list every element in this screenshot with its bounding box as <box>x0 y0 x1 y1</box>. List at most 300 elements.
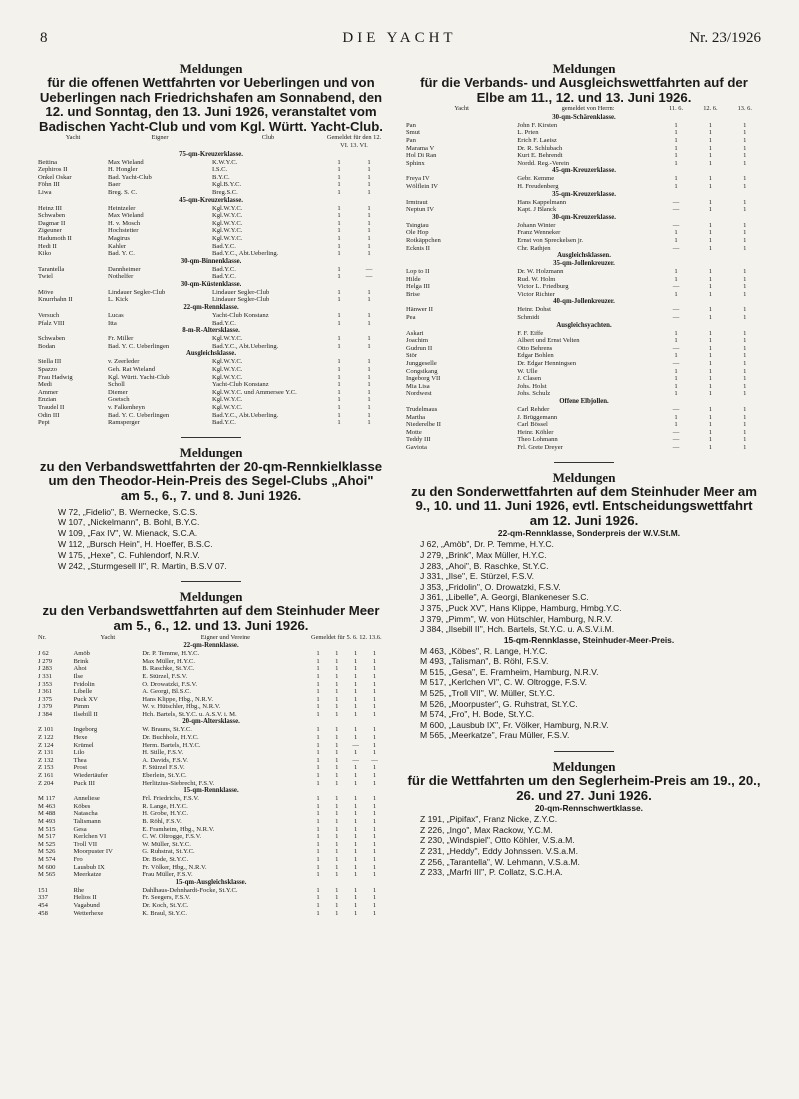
table-cell: 1 <box>743 236 747 244</box>
table-cell: Martha <box>406 413 426 421</box>
list-item: J 379, „Pimm", W. von Hütschler, Hamburg, N.R.V. <box>420 613 613 624</box>
table-cell: Medi <box>38 381 52 389</box>
table-cell: 1 <box>337 342 341 350</box>
table-cell: 1 <box>354 772 358 780</box>
table-cell: 1 <box>708 175 713 183</box>
table-cell: 1 <box>335 886 339 894</box>
table-cell: W. Müller, St.Y.C. <box>142 840 191 848</box>
table-cell: Amöb <box>73 650 90 658</box>
table-cell: Diemer <box>108 388 128 396</box>
table-row <box>38 174 384 182</box>
table-cell: J 361 <box>38 688 53 696</box>
list-item: J 62, „Amöb", Dr. P. Temme, H.Y.C. <box>420 539 554 550</box>
class-heading-row <box>38 281 384 289</box>
table-row <box>38 688 384 696</box>
table-cell: Liwa <box>38 188 52 196</box>
table-cell: 1 <box>372 810 377 818</box>
table-cell: M 117 <box>38 795 56 803</box>
table-cell: Bad.Y.C. <box>212 319 236 327</box>
table-cell: 1 <box>372 825 377 833</box>
col-d1: 11. 6. <box>668 105 684 113</box>
table-cell: 1 <box>367 319 371 327</box>
table-cell: 1 <box>708 283 713 291</box>
table-cell: Puck XV <box>73 695 98 703</box>
table-cell: 1 <box>316 795 320 803</box>
list-item: M 493, „Talisman", B. Röhl, F.S.V. <box>420 656 549 667</box>
table-cell: 1 <box>337 388 341 396</box>
table-cell: Köbes <box>73 802 91 810</box>
table-cell: Hadumoth II <box>38 234 72 242</box>
table-row <box>406 283 762 291</box>
table-cell: 1 <box>337 219 341 227</box>
class-heading: Ausgleichsyachten. <box>556 321 612 329</box>
section-subtitle: für die offenen Wettfahrten vor Ueberlingen und von Ueberlingen nach Friedrichshafen am Sonnabend, den 12. und Sonntag, den 13. Juni 1926, veranstaltet vom Badischen Yacht-Club und vom Kgl. Württ. Yacht-Club. <box>39 75 383 134</box>
class-heading: 20-qm-Altersklasse. <box>182 718 240 726</box>
list-item: Z 226, „Ingo", Max Rackow, Y.C.M. <box>420 824 553 835</box>
table-row <box>38 243 384 251</box>
table-cell: 1 <box>674 236 678 244</box>
table-cell: 1 <box>674 152 678 160</box>
table-cell: 1 <box>372 650 377 658</box>
table-cell: 1 <box>316 710 320 718</box>
list-item: J 375, „Puck XV", Hans Klippe, Hamburg, Hmbg.Y.C. <box>420 602 622 613</box>
table-cell: F. Stürzel F.S.V. <box>142 764 185 772</box>
table-cell: Hochstetter <box>108 227 139 235</box>
table-cell: 1 <box>743 159 747 167</box>
table-row <box>406 291 762 299</box>
table-cell: Lop to II <box>406 268 430 276</box>
table-cell: 1 <box>337 373 341 381</box>
table-cell: 337 <box>38 894 48 902</box>
table-cell: Rhe <box>73 886 85 894</box>
table-cell: 1 <box>354 657 358 665</box>
table-cell: 1 <box>743 221 747 229</box>
table-cell: 1 <box>743 182 747 190</box>
table-cell: 1 <box>367 296 371 304</box>
table-row <box>406 306 762 314</box>
table-cell: 1 <box>372 802 377 810</box>
table-cell: Dr. R. Schlubach <box>517 144 563 152</box>
list-item: W 242, „Sturmgesell II", R. Martin, B.S.V 07. <box>58 560 227 571</box>
table-row <box>38 703 384 711</box>
table-cell: 1 <box>743 367 747 375</box>
table-row <box>406 337 762 345</box>
col-dates: Gemeldet für den 12. VI. 13. VI. <box>326 134 382 149</box>
table-cell: 1 <box>372 818 377 825</box>
table-cell: 1 <box>335 871 339 879</box>
table-cell: Victor L. Friedburg <box>517 283 569 291</box>
table-cell: 1 <box>367 158 371 166</box>
section-title: Meldungen <box>179 589 243 605</box>
table-cell: Dagmar II <box>38 219 66 227</box>
table-cell: 1 <box>708 121 713 129</box>
table-cell: 1 <box>335 848 339 856</box>
table-cell: Dr. P. Temme, H.Y.C. <box>142 650 200 658</box>
table-cell: 1 <box>316 665 320 673</box>
table-cell: 1 <box>316 909 320 917</box>
table-row <box>38 764 384 772</box>
table-cell: — <box>672 360 680 368</box>
table-cell: Föhn III <box>38 181 60 189</box>
table-cell: 1 <box>708 244 713 252</box>
table-cell: Puck III <box>73 779 95 787</box>
list-item: M 574, „Fro", H. Bode, St.Y.C. <box>420 709 535 720</box>
list-item: Z 256, „Tarantella", W. Lehmann, V.S.a.M. <box>420 856 580 867</box>
table-cell: 1 <box>674 352 678 360</box>
table-cell: 1 <box>337 381 341 389</box>
table-cell: 1 <box>316 772 320 780</box>
table-cell: Dr. Buchholz, H.Y.C. <box>142 734 199 742</box>
table-cell: Dr. Edgar Henningsen <box>517 360 577 368</box>
table-cell: 1 <box>708 182 713 190</box>
table-cell: 1 <box>367 166 371 174</box>
table-cell: 1 <box>708 337 713 345</box>
table-cell: 1 <box>316 894 320 902</box>
table-cell: 1 <box>674 182 678 190</box>
class-heading-row <box>38 879 384 887</box>
table-cell: 1 <box>337 250 341 258</box>
table-cell: Victor Richter <box>517 290 555 298</box>
table-cell: Herlitzius-Siebrecht, F.S.V. <box>142 779 215 787</box>
table-cell: 1 <box>316 863 320 871</box>
table-cell: Fro <box>73 855 83 863</box>
page-header <box>0 30 799 52</box>
table-cell: 1 <box>743 360 747 368</box>
table-cell: 1 <box>372 688 377 696</box>
table-cell: Kgl. Württ. Yacht-Club <box>108 373 170 381</box>
table-cell: Z 204 <box>38 779 54 787</box>
table-cell: 1 <box>708 206 713 214</box>
table-cell: Z 122 <box>38 734 54 742</box>
table-cell: 1 <box>743 421 747 429</box>
table-row <box>38 312 384 320</box>
table-cell: Brise <box>406 290 420 298</box>
class-heading-row <box>406 114 762 122</box>
class-heading-row <box>38 350 384 358</box>
class-heading-row <box>38 718 384 726</box>
table-cell: Fridolin <box>73 680 95 688</box>
class-heading: 40-qm-Jollenkreuzer. <box>553 298 615 306</box>
class-heading-row <box>38 151 384 159</box>
table-cell: Bad.Y.C., Abt.Ueberling. <box>212 250 279 258</box>
table-row <box>406 414 762 422</box>
table-cell: 1 <box>354 901 358 909</box>
table-cell: 1 <box>316 810 320 818</box>
table-row <box>38 250 384 258</box>
table-cell: J. Clasen <box>517 375 542 383</box>
table-cell: 1 <box>337 158 341 166</box>
table-cell: 1 <box>354 863 358 871</box>
table-cell: 1 <box>337 181 341 189</box>
table-cell: Hch. Bartels, St.Y.C. u. A.S.V. i. M. <box>142 710 237 718</box>
table-cell: Yacht-Club Konstanz <box>212 312 269 320</box>
col-d3: 13. 6. <box>737 105 752 113</box>
table-cell: Spazzo <box>38 366 58 374</box>
elbe-section <box>406 62 762 452</box>
table-cell: Zigeuner <box>38 227 62 235</box>
section-title: Meldungen <box>552 759 616 775</box>
table-row <box>38 841 384 849</box>
list-item: M 517, „Kerlchen VI", C. W. Oltrogge, F.S.V. <box>420 677 588 688</box>
table-cell: Bad. Y. C. <box>108 250 135 258</box>
table-cell: Lindauer Segler-Club <box>212 296 270 304</box>
table-cell: 1 <box>316 741 320 749</box>
steinhuder-table <box>38 634 384 918</box>
table-cell: 1 <box>743 136 747 144</box>
table-cell: 1 <box>708 144 713 152</box>
table-cell: Trudelmaus <box>406 406 438 413</box>
class-heading: 22-qm-Rennklasse, Sonderpreis der W.V.St.M. <box>497 528 681 539</box>
class-heading: 15-qm-Rennklasse, Steinhuder-Meer-Preis. <box>503 634 675 645</box>
ahoi-section <box>38 446 384 572</box>
table-cell: Johann Winter <box>517 221 556 229</box>
table-cell: 1 <box>316 840 320 848</box>
table-cell: 1 <box>708 221 713 229</box>
table-row <box>406 436 762 444</box>
table-cell: 1 <box>354 726 358 734</box>
section-title: Meldungen <box>179 61 243 76</box>
list-item: W 109, „Fax IV", W. Mienack, S.C.A. <box>58 528 198 539</box>
table-cell: 1 <box>316 703 320 711</box>
table-cell: Hol Di Ran <box>406 152 437 160</box>
table-cell: 1 <box>674 329 678 337</box>
table-cell: 1 <box>316 695 320 703</box>
table-cell: Pan <box>406 136 416 144</box>
elbe-table <box>406 105 762 451</box>
list-item: J 331, „Ilse", E. Stürzel, F.S.V. <box>420 571 535 582</box>
table-cell: Kgl.B.Y.C. <box>212 181 242 189</box>
table-cell: 1 <box>674 413 678 421</box>
table-cell: Möve <box>38 288 54 296</box>
table-cell: 1 <box>335 818 339 825</box>
table-cell: Kgl.W.Y.C. <box>212 396 243 404</box>
table-row <box>406 183 762 191</box>
table-cell: 1 <box>354 848 358 856</box>
table-cell: — <box>352 741 359 749</box>
class-heading-row <box>406 252 762 260</box>
table-cell: Z 132 <box>38 756 54 764</box>
table-row <box>38 650 384 658</box>
table-cell: 454 <box>38 901 48 909</box>
table-row <box>38 235 384 243</box>
table-cell: Geh. Rat Wieland <box>108 366 156 374</box>
table-row <box>38 220 384 228</box>
table-cell: 1 <box>354 840 358 848</box>
table-cell: Frau Hadwig <box>38 373 73 381</box>
table-row <box>38 696 384 704</box>
table-cell: 1 <box>708 367 713 375</box>
class-heading-row <box>406 167 762 175</box>
table-cell: 1 <box>372 665 377 673</box>
table-cell: H. Hongler <box>108 166 138 174</box>
table-cell: 1 <box>335 810 339 818</box>
table-cell: 1 <box>354 650 358 658</box>
table-cell: 1 <box>354 825 358 833</box>
table-cell: Dr. Koch, St.Y.C. <box>142 901 189 909</box>
table-cell: 1 <box>335 756 339 764</box>
table-cell: 1 <box>316 764 320 772</box>
table-row <box>406 330 762 338</box>
table-row <box>406 390 762 398</box>
table-cell: 1 <box>367 288 371 296</box>
table-row <box>38 396 384 404</box>
table-cell: Natascha <box>73 810 98 818</box>
table-cell: H. Grobe, H.Y.C. <box>142 810 189 818</box>
table-cell: 1 <box>743 406 747 413</box>
table-cell: 1 <box>708 229 713 237</box>
table-cell: — <box>371 756 378 764</box>
table-cell: Kgl.W.Y.C. <box>212 335 243 343</box>
seglerheim-rows <box>416 814 762 878</box>
table-row <box>38 205 384 213</box>
table-cell: 1 <box>337 411 341 419</box>
list-item: J 283, „Ahoi", B. Raschke, St.Y.C. <box>420 560 549 571</box>
table-cell: 1 <box>674 421 678 429</box>
table-cell: Breg. S. C. <box>108 188 138 196</box>
table-cell: 1 <box>337 265 341 273</box>
table-cell: Kgl.W.Y.C. <box>212 227 243 235</box>
table-cell: 1 <box>708 421 713 429</box>
table-cell: Vagabund <box>73 901 100 909</box>
issue-number: Nr. 23/1926 <box>689 30 761 46</box>
table-cell: 1 <box>372 894 377 902</box>
table-cell: Heinr. Köhler <box>517 428 554 436</box>
table-cell: 1 <box>335 741 339 749</box>
class-heading-row <box>406 322 762 330</box>
table-cell: 1 <box>367 204 371 212</box>
table-cell: Kgl.W.Y.C. <box>212 373 243 381</box>
table-cell: 1 <box>708 306 713 314</box>
table-cell: 1 <box>367 242 371 250</box>
table-cell: 1 <box>337 166 341 174</box>
table-cell: Kgl.W.Y.C. <box>212 219 243 227</box>
table-cell: 1 <box>335 710 339 718</box>
table-cell: Fr. Völker, Hbg., N.R.V. <box>142 863 207 871</box>
table-cell: Ingeborg VII <box>406 375 441 383</box>
table-cell: Franz Wenneker <box>517 229 561 237</box>
table-cell: 1 <box>367 212 371 220</box>
table-cell: Gaviota <box>406 443 427 451</box>
table-cell: Talismann <box>73 818 101 825</box>
table-cell: 1 <box>708 275 713 283</box>
table-cell: 1 <box>743 436 747 444</box>
class-heading-row <box>406 191 762 199</box>
class-heading: 15-qm-Rennklasse. <box>183 787 239 795</box>
table-cell: Carl Rehder <box>517 406 550 413</box>
table-cell: 1 <box>708 159 713 167</box>
table-cell: — <box>672 436 680 444</box>
table-cell: 1 <box>708 290 713 298</box>
table-cell: Onkel Oskar <box>38 173 72 181</box>
table-cell: 1 <box>335 833 339 841</box>
table-cell: 1 <box>316 886 320 894</box>
table-cell: Lucas <box>108 312 124 320</box>
class-heading-row <box>406 298 762 306</box>
table-cell: 1 <box>354 688 358 696</box>
table-cell: Teddy III <box>406 436 431 444</box>
table-cell: 1 <box>316 734 320 742</box>
table-cell: 1 <box>372 901 377 909</box>
table-cell: Irmtraut <box>406 198 428 206</box>
table-cell: 1 <box>316 657 320 665</box>
table-cell: Lindauer Segler-Club <box>212 288 270 296</box>
section-title: Meldungen <box>552 61 616 76</box>
table-cell: 1 <box>674 382 678 390</box>
list-item: M 463, „Köbes", R. Lange, H.Y.C. <box>420 645 548 656</box>
table-cell: Ramsperger <box>108 419 140 427</box>
class-heading-row <box>38 197 384 205</box>
table-cell: Z 161 <box>38 772 54 780</box>
table-cell: M 517 <box>38 833 56 841</box>
table-cell: — <box>672 406 680 413</box>
class-heading-row <box>38 327 384 335</box>
table-cell: 1 <box>335 726 339 734</box>
table-row <box>38 381 384 389</box>
table-cell: 1 <box>316 802 320 810</box>
table-cell: 1 <box>354 672 358 680</box>
table-cell: — <box>672 198 680 206</box>
table-cell: A. Davids, F.S.V. <box>142 756 188 764</box>
table-row <box>406 222 762 230</box>
table-row <box>38 212 384 220</box>
table-cell: 1 <box>674 268 678 276</box>
class-heading-row <box>406 398 762 406</box>
class-heading-row <box>38 642 384 650</box>
table-cell: Rud. W. Holm <box>517 275 556 283</box>
table-cell: 1 <box>354 802 358 810</box>
table-cell: 1 <box>367 188 371 196</box>
table-cell: 1 <box>372 833 377 841</box>
table-cell: J. Brüggemann <box>517 413 558 421</box>
table-cell: Lausbub IX <box>73 863 105 871</box>
table-cell: Odin III <box>38 411 60 419</box>
class-heading: 15-qm-Ausgleichsklasse. <box>175 878 247 886</box>
class-heading: 30-qm-Kreuzerklasse. <box>552 213 616 221</box>
table-row <box>38 374 384 382</box>
list-item: J 279, „Brink", Max Müller, H.Y.C. <box>420 549 547 560</box>
table-cell: 1 <box>335 680 339 688</box>
table-cell: B.Y.C. <box>212 173 230 181</box>
table-cell: 1 <box>354 810 358 818</box>
table-cell: 1 <box>743 206 747 214</box>
table-cell: Max Müller, H.Y.C. <box>142 657 195 665</box>
table-row <box>406 137 762 145</box>
class-heading: Ausgleichsklassen. <box>557 252 611 260</box>
table-cell: 1 <box>316 650 320 658</box>
ahoi-list <box>38 507 384 572</box>
table-row <box>38 166 384 174</box>
table-cell: Brink <box>73 657 89 665</box>
table-cell: Pan <box>406 121 416 129</box>
list-item: J 353, „Fridolin", O. Drowatzki, F.S.V. <box>420 581 561 592</box>
table-cell: 1 <box>367 342 371 350</box>
col-d2: 12. 6. <box>703 105 718 113</box>
table-cell: 1 <box>337 212 341 220</box>
table-cell: 1 <box>743 275 747 283</box>
table-cell: 1 <box>354 833 358 841</box>
table-cell: Hans Kappelmann <box>517 198 567 206</box>
table-cell: 1 <box>743 283 747 291</box>
table-cell: Ole Hop <box>406 229 429 237</box>
table-cell: 1 <box>708 198 713 206</box>
table-cell: 1 <box>335 764 339 772</box>
table-cell: Pepi <box>38 419 50 427</box>
table-cell: 1 <box>335 779 339 787</box>
table-cell: 1 <box>337 404 341 411</box>
table-row <box>38 296 384 304</box>
list-item: M 526, „Moorpuster", G. Ruhstrat, St.Y.C. <box>420 698 578 709</box>
table-cell: 1 <box>367 312 371 320</box>
